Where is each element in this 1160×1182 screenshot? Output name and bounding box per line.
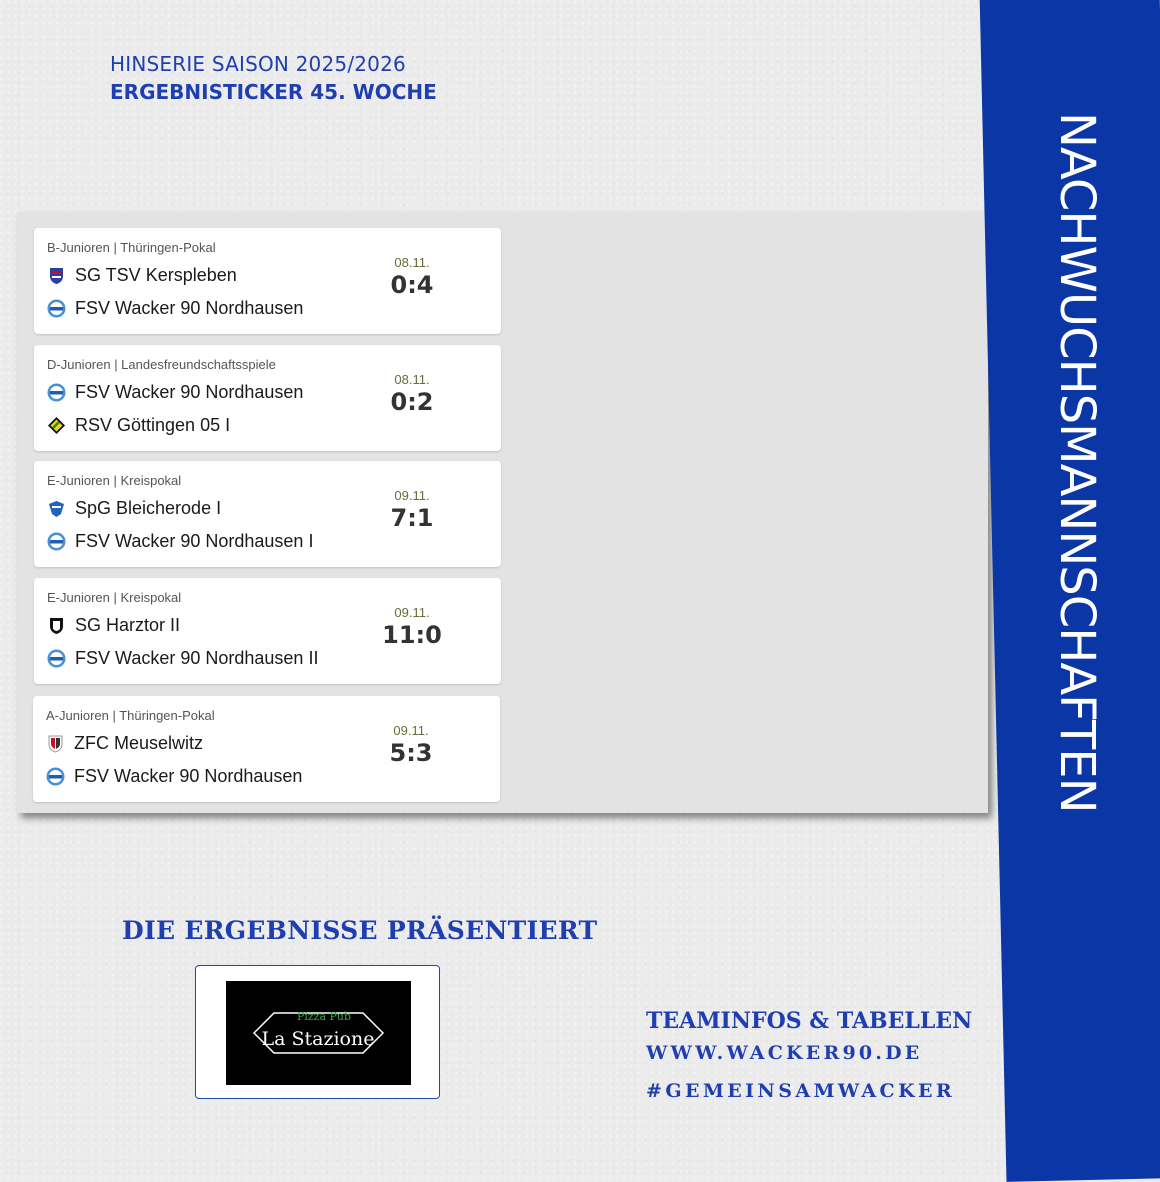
away-team — [46, 764, 302, 788]
shield-crest-icon — [47, 499, 66, 518]
competition-label: A-Junioren | Thüringen-Pokal — [46, 708, 215, 723]
match-score: 5:3 — [389, 739, 433, 767]
website-link[interactable]: WWW.WACKER90.DE — [646, 1042, 923, 1064]
shield-crest-icon — [47, 266, 66, 285]
home-team — [47, 263, 237, 287]
away-team-name: FSV Wacker 90 Nordhausen — [74, 765, 303, 786]
home-team — [47, 496, 221, 520]
home-team-name: FSV Wacker 90 Nordhausen — [75, 381, 304, 402]
away-team-name: FSV Wacker 90 Nordhausen — [75, 297, 304, 318]
teaminfo-label: TEAMINFOS & TABELLEN — [646, 1008, 973, 1034]
season-label: HINSERIE SAISON 2025/2026 — [110, 52, 406, 76]
competition-label: E-Junioren | Kreispokal — [47, 473, 182, 488]
match-score: 11:0 — [382, 621, 442, 649]
sponsor-logo[interactable] — [226, 981, 411, 1085]
home-team — [47, 613, 180, 637]
match-date: 08.11. — [394, 372, 430, 387]
home-team — [47, 380, 303, 404]
logo-top-text: Pizza Pub — [296, 1010, 352, 1023]
ticker-title: ERGEBNISTICKER 45. WOCHE — [110, 80, 437, 104]
away-team-name: FSV Wacker 90 Nordhausen I — [75, 530, 314, 551]
wacker-crest-icon — [47, 299, 66, 318]
shield-crest-icon — [47, 616, 66, 635]
home-team-name: ZFC Meuselwitz — [74, 732, 204, 753]
away-team — [47, 646, 318, 670]
wacker-crest-icon — [47, 383, 66, 402]
away-team — [47, 296, 303, 320]
home-team-name: SG TSV Kerspleben — [75, 264, 237, 285]
shield-crest-icon — [46, 734, 65, 753]
wacker-crest-icon — [47, 532, 66, 551]
match-date: 08.11. — [394, 255, 430, 270]
match-score: 0:4 — [390, 271, 434, 299]
match-score: 0:2 — [390, 388, 434, 416]
diamond-crest-icon — [47, 416, 66, 435]
match-card[interactable] — [34, 228, 501, 334]
competition-label: B-Junioren | Thüringen-Pokal — [47, 240, 216, 255]
sponsor-box[interactable] — [195, 965, 440, 1099]
away-team-name: FSV Wacker 90 Nordhausen II — [75, 647, 319, 668]
match-card[interactable] — [34, 578, 501, 684]
match-card[interactable] — [34, 461, 501, 567]
away-team — [47, 529, 313, 553]
results-panel — [17, 212, 988, 813]
away-team-name: RSV Göttingen 05 I — [75, 414, 231, 435]
home-team-name: SpG Bleicherode I — [75, 497, 222, 518]
hashtag: #GEMEINSAMWACKER — [646, 1080, 956, 1102]
home-team-name: SG Harztor II — [75, 614, 181, 635]
away-team — [47, 413, 230, 437]
wacker-crest-icon — [47, 649, 66, 668]
competition-label: E-Junioren | Kreispokal — [47, 590, 182, 605]
match-card[interactable] — [34, 345, 501, 451]
match-score: 7:1 — [390, 504, 434, 532]
match-date: 09.11. — [393, 723, 429, 738]
match-date: 09.11. — [394, 488, 430, 503]
competition-label: D-Junioren | Landesfreundschaftsspiele — [47, 357, 276, 372]
match-card[interactable] — [33, 696, 500, 802]
sponsor-title: DIE ERGEBNISSE PRÄSENTIERT — [122, 916, 598, 945]
logo-name-text: La Stazione — [261, 1028, 375, 1050]
wacker-crest-icon — [46, 767, 65, 786]
match-date: 09.11. — [394, 605, 430, 620]
side-title: NACHWUCHSMANNSCHAFTEN — [1049, 112, 1105, 813]
home-team — [46, 731, 203, 755]
